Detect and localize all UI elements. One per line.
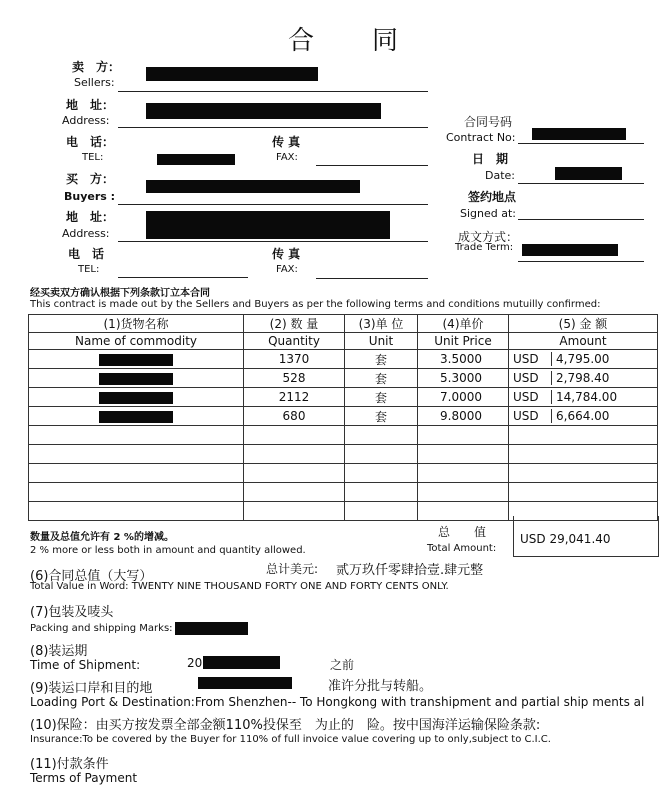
trade-term-label-cn: 成文方式： [458, 230, 519, 244]
clause6-sum-label: 总计美元: [266, 562, 319, 576]
redacted-port [198, 677, 292, 689]
row-price: 5.3000 [418, 369, 509, 388]
row-amount: 14,784.00 [556, 390, 618, 404]
redacted-commodity [99, 354, 173, 366]
header-commodity-en: Name of commodity [29, 333, 244, 350]
tel2-underline [118, 277, 248, 278]
contract-no-underline [518, 143, 644, 144]
fax-underline [316, 165, 428, 166]
address-underline [118, 127, 428, 128]
header-quantity-en: Quantity [244, 333, 345, 350]
row-currency: USD [509, 371, 552, 385]
header-amount-en: Amount [509, 333, 658, 350]
row-amount: 4,795.00 [556, 352, 610, 366]
header-price-cn: (4)单价 [418, 315, 509, 333]
document-title: 合 同 [288, 26, 401, 56]
buyer-label-en: Buyers : [64, 190, 116, 203]
clause11-cn: (11)付款条件 [30, 757, 109, 772]
row-amount: 2,798.40 [556, 371, 610, 385]
clause9-en: Loading Port & Destination:From Shenzhen-- To Hongkong with transhipment and partial ship ments al [30, 695, 645, 709]
total-label-cn: 总 值 [438, 525, 487, 539]
table-header-en-row [29, 333, 658, 350]
signed-at-label-cn: 签约地点 [468, 190, 517, 204]
clause8-year: 20 [187, 656, 203, 670]
total-label-en: Total Amount: [427, 543, 497, 554]
seller-label-cn: 卖 方： [72, 60, 121, 74]
trade-term-label-en: Trade Term: [455, 242, 514, 253]
redacted-commodity [99, 392, 173, 404]
redacted-trade-term [522, 244, 618, 256]
header-unit-cn: (3)单 位 [345, 315, 418, 333]
clause6-cn: (6)合同总值（大写） [30, 569, 153, 584]
address-label-en: Address: [62, 114, 110, 127]
redacted-seller-address [146, 103, 381, 119]
header-commodity-cn: (1)货物名称 [29, 315, 244, 333]
redacted-contract-no [532, 128, 626, 140]
address-label-cn: 地 址： [66, 98, 115, 112]
clause6-sum-cn: 贰万玖仟零肆拾壹.肆元整 [336, 563, 484, 578]
clause6-en: Total Value in Word: TWENTY NINE THOUSAND FORTY ONE AND FORTY CENTS ONLY. [30, 581, 449, 592]
redacted-seller-tel [157, 154, 235, 165]
table-row [29, 350, 658, 369]
row-currency: USD [509, 390, 552, 404]
tel-label-en: TEL: [82, 152, 104, 163]
date-underline [518, 183, 644, 184]
row-price: 9.8000 [418, 407, 509, 426]
redacted-commodity [99, 411, 173, 423]
date-label-en: Date: [485, 169, 515, 182]
row-price: 7.0000 [418, 388, 509, 407]
address2-label-en: Address: [62, 227, 110, 240]
clause11-en: Terms of Payment [30, 771, 138, 785]
row-qty: 2112 [244, 388, 345, 407]
buyer-underline [118, 204, 428, 205]
buyer-label-cn: 买 方： [66, 172, 115, 186]
fax2-label-en: FAX: [276, 264, 298, 275]
tel2-label-cn: 电 话 [68, 247, 105, 261]
clause8-en: Time of Shipment: [30, 658, 141, 672]
redacted-shipment-date [203, 656, 280, 669]
clause10-cn: (10)保险：由买方按发票全部金额110%投保至 为止的 险。按中国海洋运输保险条款: [30, 718, 541, 733]
row-unit: 套 [345, 407, 418, 426]
row-unit: 套 [345, 388, 418, 407]
contract-no-label-cn: 合同号码 [464, 115, 513, 129]
goods-table [28, 314, 658, 521]
table-row-empty [29, 426, 658, 445]
address2-underline [118, 241, 428, 242]
redacted-date [555, 167, 622, 180]
clause8-cn: (8)装运期 [30, 644, 88, 659]
redacted-shipping-marks [175, 622, 248, 635]
seller-underline [118, 91, 428, 92]
row-qty: 1370 [244, 350, 345, 369]
redacted-buyer-address [146, 211, 390, 239]
header-unit-en: Unit [345, 333, 418, 350]
tolerance-en: 2 % more or less both in amount and quantity allowed. [30, 545, 306, 556]
intro-en: This contract is made out by the Sellers and Buyers as per the following terms and conditions mutuilly confirmed: [30, 299, 601, 310]
tel2-label-en: TEL: [78, 264, 100, 275]
clause10-en: Insurance:To be covered by the Buyer for 110% of full invoice value covering up to only,subject to C.I.C. [30, 734, 551, 745]
redacted-buyer-name [146, 180, 360, 193]
signed-at-underline [518, 219, 644, 220]
row-qty: 528 [244, 369, 345, 388]
redacted-seller-name [146, 67, 318, 81]
fax2-label-cn: 传 真 [272, 247, 301, 261]
contract-no-label-en: Contract No: [446, 131, 516, 144]
seller-label-en: Sellers: [74, 76, 115, 89]
fax2-underline [316, 278, 428, 279]
clause9-cn: (9)装运口岸和目的地 [30, 681, 153, 696]
header-price-en: Unit Price [418, 333, 509, 350]
table-row [29, 407, 658, 426]
tel-label-cn: 电 话： [66, 135, 115, 149]
fax-label-cn: 传 真 [272, 135, 301, 149]
table-row-empty [29, 483, 658, 502]
table-row-empty [29, 464, 658, 483]
total-value: USD 29,041.40 [520, 532, 611, 546]
signed-at-label-en: Signed at: [460, 207, 516, 220]
row-currency: USD [509, 409, 552, 423]
row-unit: 套 [345, 369, 418, 388]
row-price: 3.5000 [418, 350, 509, 369]
intro-cn: 经买卖双方确认根据下列条款订立本合同 [30, 288, 210, 299]
clause9-note: 准许分批与转船。 [328, 679, 433, 694]
redacted-commodity [99, 373, 173, 385]
header-amount-cn: (5) 金 额 [509, 315, 658, 333]
fax-label-en: FAX: [276, 152, 298, 163]
row-qty: 680 [244, 407, 345, 426]
row-unit: 套 [345, 350, 418, 369]
table-header-cn-row [29, 315, 658, 333]
table-row [29, 369, 658, 388]
row-amount: 6,664.00 [556, 409, 610, 423]
clause7-cn: (7)包装及唛头 [30, 605, 114, 620]
clause7-en: Packing and shipping Marks: [30, 623, 173, 634]
clause8-suffix: 之前 [330, 658, 355, 672]
tolerance-cn: 数量及总值允许有 2 %的增减。 [30, 532, 174, 543]
table-row [29, 388, 658, 407]
date-label-cn: 日 期 [472, 152, 509, 166]
table-row-empty [29, 445, 658, 464]
trade-term-underline [518, 261, 644, 262]
row-currency: USD [509, 352, 552, 366]
header-quantity-cn: (2) 数 量 [244, 315, 345, 333]
address2-label-cn: 地 址： [66, 210, 115, 224]
